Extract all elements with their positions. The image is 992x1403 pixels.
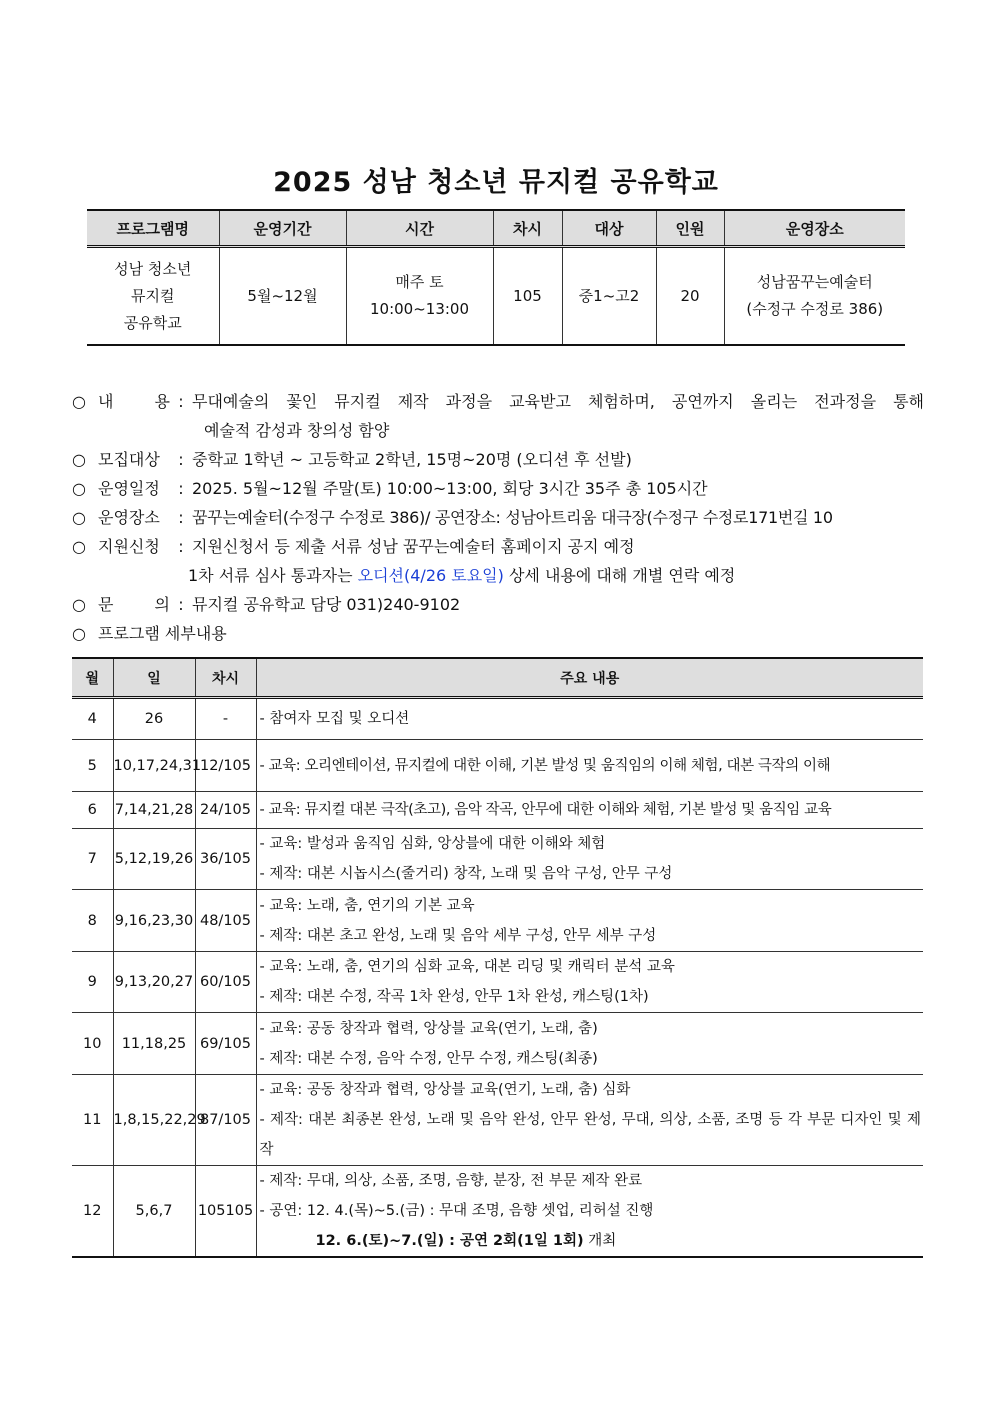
page-title: 2025 성남 청소년 뮤지컬 공유학교 [273,167,719,198]
content-line: - 제작: 대본 수정, 음악 수정, 안무 수정, 캐스팅(최종) [259,1050,598,1067]
circle-bullet-icon: ○ [72,479,86,498]
content-cell [256,1166,923,1258]
month-cell: 6 [72,792,113,829]
circle-bullet-icon: ○ [72,508,86,527]
info-contact-row [72,590,924,619]
target-cell: 중1~고2 [562,247,656,346]
info-recruit-row [72,445,924,474]
month-cell: 10 [72,1013,113,1075]
info-label-part: 내 [98,392,114,411]
schedule-row [72,890,923,952]
content-line: - 제작: 대본 수정, 작곡 1차 완성, 안무 1차 완성, 캐스팅(1차) [259,989,649,1005]
days-cell: 5,6,7 [113,1166,195,1258]
info-detail-row [72,619,924,648]
month-cell: 4 [72,698,113,740]
info-place-row [72,503,924,532]
info-label-part: 문 [98,595,114,614]
schedule-row [72,698,923,740]
schedule-header-cell: 월 [72,658,113,698]
schedule-row [72,952,923,1013]
session-cell: 69/105 [195,1013,256,1075]
content-cell [256,1013,923,1075]
summary-header-row [87,210,905,247]
circle-bullet-icon: ○ [72,537,86,556]
circle-bullet-icon: ○ [72,595,86,614]
content-cell [256,952,923,1013]
info-value: 무대예술의 꽃인 뮤지컬 제작 과정을 교육받고 체험하며, 공연까지 올리는 전과정을 통해 [192,392,924,411]
program-summary-table [87,209,905,346]
days-cell: 9,16,23,30 [113,890,195,952]
days-cell: 10,17,24,31 [113,740,195,792]
period-cell: 5월~12월 [219,247,346,346]
summary-data-row [87,247,905,346]
summary-header-cell: 프로그램명 [87,210,219,247]
content-line: - 제작: 대본 시놉시스(줄거리) 창작, 노래 및 음악 구성, 안무 구성 [259,866,673,882]
days-cell: 1,8,15,22,29 [113,1075,195,1166]
program-name-line: 공유학교 [123,313,182,332]
info-label: 운영장소 [98,508,160,527]
venue-line: (수정구 수정로 386) [746,300,884,318]
summary-header-cell: 시간 [346,210,493,247]
content-line: - 공연: 12. 4.(목)~5.(금) : 무대 조명, 음향 셋업, 리허설 진행 [259,1203,654,1219]
info-value-continued: 예술적 감성과 창의성 함양 [204,421,390,440]
people-cell: 20 [656,247,724,346]
summary-header-cell: 대상 [562,210,656,247]
content-line: - 교육: 노래, 춤, 연기의 기본 교육 [259,897,475,914]
content-cell [256,792,923,829]
session-cell: 24/105 [195,792,256,829]
info-colon: : [178,392,184,411]
session-cell: 87/105 [195,1075,256,1166]
apply-text: 1차 서류 심사 통과자는 [188,566,358,585]
info-colon: : [178,537,184,556]
content-cell [256,1075,923,1166]
content-line: - 교육: 노래, 춤, 연기의 심화 교육, 대본 리딩 및 캐릭터 분석 교육 [259,959,675,975]
info-label-part: 용 [154,392,170,411]
info-apply-row [72,532,924,561]
schedule-row [72,1013,923,1075]
session-cell: 36/105 [195,829,256,890]
session-cell: 12/105 [195,740,256,792]
program-name-cell [87,247,219,346]
schedule-row [72,792,923,829]
summary-header-cell: 인원 [656,210,724,247]
info-colon: : [178,479,184,498]
content-line: - 참여자 모집 및 오디션 [259,711,410,727]
month-cell: 12 [72,1166,113,1258]
schedule-row [72,1166,923,1258]
info-colon: : [178,508,184,527]
schedule-header-cell: 주요 내용 [256,658,923,698]
info-colon: : [178,595,184,614]
days-cell: 9,13,20,27 [113,952,195,1013]
info-label [98,387,170,416]
session-cell: 60/105 [195,952,256,1013]
content-cell [256,740,923,792]
audition-date-highlight: 오디션(4/26 토요일) [357,566,504,585]
info-value: 중학교 1학년 ~ 고등학교 2학년, 15명~20명 (오디션 후 선발) [192,450,632,469]
program-name-line: 성남 청소년 [114,259,192,278]
month-cell: 8 [72,890,113,952]
info-value: 2025. 5월~12월 주말(토) 10:00~13:00, 회당 3시간 35주 총 105시간 [192,479,708,498]
info-label-part: 의 [154,595,170,614]
schedule-table [72,657,923,1258]
apply-text: 상세 내용에 대해 개별 연락 예정 [503,566,736,585]
month-cell: 5 [72,740,113,792]
info-label [98,590,170,619]
info-value: 뮤지컬 공유학교 담당 031)240-9102 [192,595,461,614]
session-cell: 48/105 [195,890,256,952]
content-line: - 제작: 대본 초고 완성, 노래 및 음악 세부 구성, 안무 세부 구성 [259,927,657,944]
content-line-text: 개최 [583,1233,617,1249]
time-cell [346,247,493,346]
content-line: - 교육: 뮤지컬 대본 극작(초고), 음악 작곡, 안무에 대한 이해와 체험, 기본 발성 및 움직임 교육 [259,802,832,818]
month-cell: 7 [72,829,113,890]
info-schedule-row [72,474,924,503]
days-cell: 11,18,25 [113,1013,195,1075]
content-line [260,1105,922,1165]
content-line: - 교육: 공동 창작과 협력, 앙상블 교육(연기, 노래, 춤) [259,1020,598,1037]
info-label: 지원신청 [98,537,160,556]
info-value: 프로그램 세부내용 [98,624,227,643]
days-cell: 7,14,21,28 [113,792,195,829]
summary-header-cell: 운영기간 [219,210,346,247]
time-line: 10:00~13:00 [369,300,470,318]
schedule-row [72,740,923,792]
circle-bullet-icon: ○ [72,392,86,411]
time-line: 매주 토 [395,273,444,291]
days-cell: 26 [113,698,195,740]
circle-bullet-icon: ○ [72,624,86,643]
content-line: - 교육: 오리엔테이션, 뮤지컬에 대한 이해, 기본 발성 및 움직임의 이해 체험, 대본 극작의 이해 [259,757,831,774]
content-line-text: - 제작: 대본 최종본 완성, 노래 및 음악 완성, 안무 완성, 무대, 의상, 소품, 조명 등 각 부문 디자인 및 제작 [259,1112,921,1158]
month-cell: 9 [72,952,113,1013]
venue-line: 성남꿈꾸는예술터 [756,273,873,291]
info-content-row [72,387,924,416]
content-line: - 교육: 발성과 움직임 심화, 앙상블에 대한 이해와 체험 [259,836,606,852]
content-line: - 교육: 공동 창작과 협력, 앙상블 교육(연기, 노래, 춤) 심화 [259,1082,631,1098]
session-cell: 105105 [195,1166,256,1258]
schedule-row [72,1075,923,1166]
venue-cell [724,247,905,346]
summary-header-cell: 운영장소 [724,210,905,247]
content-line [260,1226,922,1256]
info-value-continued [72,561,924,590]
content-cell [256,890,923,952]
performance-date-text: 12. 6.(토)~7.(일) : 공연 2회(1일 1회) [315,1233,584,1249]
schedule-header-row [72,658,923,698]
circle-bullet-icon: ○ [72,450,86,469]
month-cell: 11 [72,1075,113,1166]
schedule-row [72,829,923,890]
days-cell: 5,12,19,26 [113,829,195,890]
info-value: 지원신청서 등 제출 서류 성남 꿈꾸는예술터 홈페이지 공지 예정 [192,537,635,556]
info-section [72,387,924,648]
info-value: 꿈꾸는예술터(수정구 수정로 386)/ 공연장소: 성남아트리움 대극장(수정구 수정로171번길 10 [192,508,833,527]
schedule-header-cell: 일 [113,658,195,698]
sessions-cell: 105 [493,247,562,346]
info-label: 모집대상 [98,450,160,469]
summary-header-cell: 차시 [493,210,562,247]
content-line: - 제작: 무대, 의상, 소품, 조명, 음향, 분장, 전 부문 제작 완료 [259,1173,643,1189]
info-label: 운영일정 [98,479,160,498]
info-colon: : [178,450,184,469]
program-name-line: 뮤지컬 [131,286,175,305]
content-cell [256,698,923,740]
schedule-header-cell: 차시 [195,658,256,698]
session-cell: - [195,698,256,740]
content-cell [256,829,923,890]
